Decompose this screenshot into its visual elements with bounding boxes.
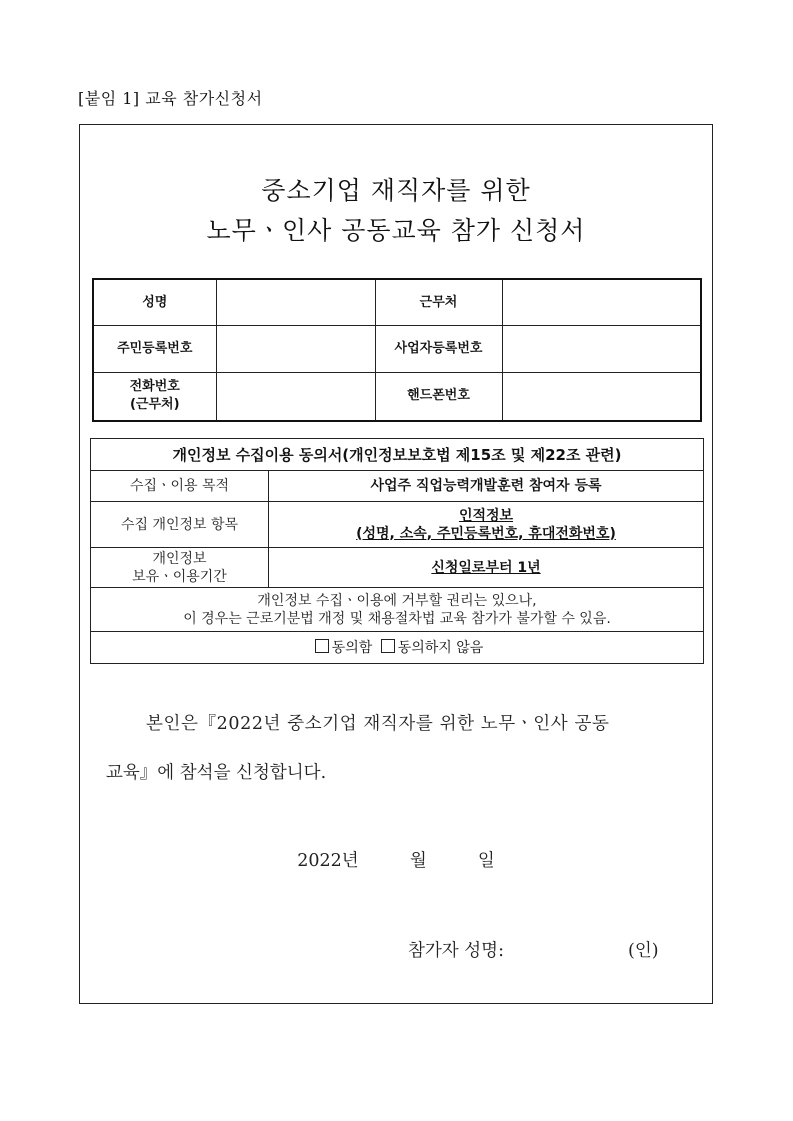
form-title-line2: 노무ㆍ인사 공동교육 참가 신청서 [206, 216, 586, 245]
seal-label: (인) [628, 941, 659, 961]
phone-field[interactable] [216, 372, 375, 421]
purpose-value: 사업주 직업능력개발훈련 참여자 등록 [269, 471, 704, 502]
phone-label-line1: 전화번호 [129, 379, 180, 395]
resident-id-field[interactable] [216, 326, 375, 373]
items-value-line2: (성명, 소속, 주민등록번호, 휴대전화번호) [356, 525, 616, 542]
signature-label: 참가자 성명: [408, 941, 504, 961]
period-label [91, 548, 269, 588]
disagree-label: 동의하지 않음 [397, 639, 484, 656]
application-form [79, 124, 713, 1004]
date-day: 일 [477, 851, 495, 871]
disagree-checkbox[interactable] [381, 639, 395, 653]
attachment-label: [붙임 1] 교육 참가신청서 [78, 89, 263, 108]
resident-id-label: 주민등록번호 [93, 326, 216, 373]
business-reg-label: 사업자등록번호 [375, 326, 502, 373]
mobile-field[interactable] [502, 372, 701, 421]
business-reg-field[interactable] [502, 326, 701, 373]
period-label-line2: 보유ㆍ이용기간 [132, 568, 227, 585]
name-label: 성명 [93, 279, 216, 326]
agree-checkbox[interactable] [315, 639, 329, 653]
purpose-label: 수집ㆍ이용 목적 [91, 471, 269, 502]
application-date [80, 847, 712, 872]
workplace-field[interactable] [502, 279, 701, 326]
phone-label [93, 372, 216, 421]
notice-line2: 이 경우는 근로기분법 개정 및 채용절차법 교육 참가가 불가할 수 있음. [183, 610, 611, 627]
consent-notice [91, 588, 704, 632]
items-label: 수집 개인정보 항목 [91, 502, 269, 548]
applicant-info-table [92, 278, 702, 422]
form-title-line1: 중소기업 재직자를 위한 [261, 176, 531, 205]
period-value [269, 548, 704, 588]
date-year: 2022년 [297, 851, 359, 871]
agreement-options [91, 632, 704, 664]
agree-label: 동의함 [331, 639, 373, 656]
date-month: 월 [409, 851, 427, 871]
items-value-line1: 인적정보 [458, 507, 514, 524]
workplace-label: 근무처 [375, 279, 502, 326]
statement-line1: 본인은『2022년 중소기업 재직자를 위한 노무ㆍ인사 공동 [146, 714, 610, 734]
statement-line2: 교육』에 참석을 신청합니다. [106, 763, 327, 783]
consent-header: 개인정보 수집이용 동의서(개인정보보호법 제15조 및 제22조 관련) [91, 439, 704, 471]
period-label-line1: 개인정보 [152, 550, 207, 567]
consent-table [90, 438, 704, 664]
items-value [269, 502, 704, 548]
mobile-label: 핸드폰번호 [375, 372, 502, 421]
notice-line1: 개인정보 수집ㆍ이용에 거부할 권리는 있으나, [257, 592, 537, 609]
phone-label-line2: (근무처) [129, 397, 180, 413]
period-value-text: 신청일로부터 1년 [431, 559, 541, 576]
name-field[interactable] [216, 279, 375, 326]
